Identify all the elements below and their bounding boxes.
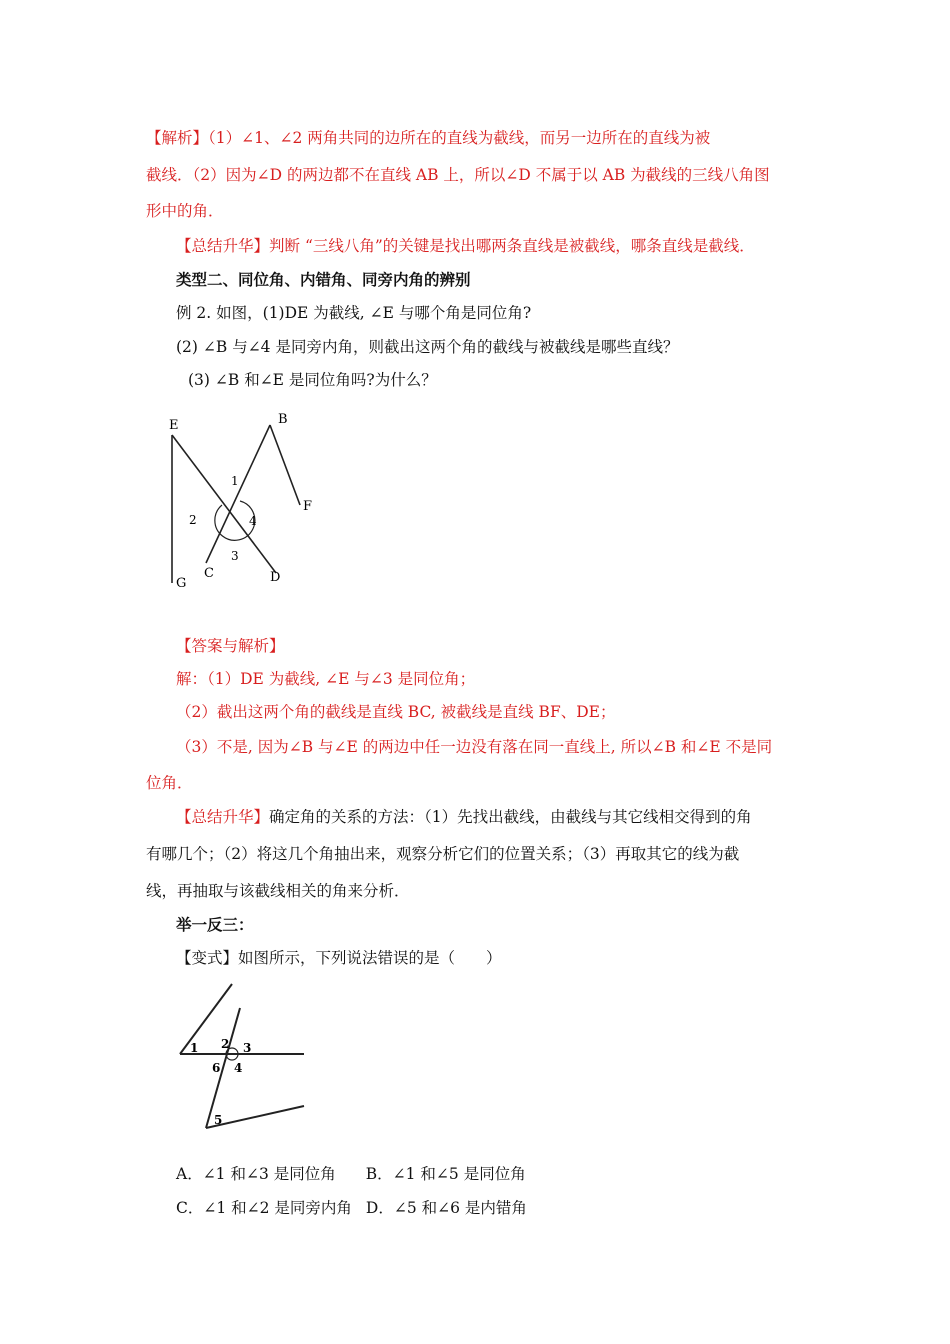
label-B: B	[278, 412, 288, 427]
summary-1	[176, 236, 856, 256]
answer-tag: 【答案与解析】	[176, 637, 285, 655]
practice-heading: 举一反三：	[176, 916, 254, 934]
summary-2-line-1	[176, 807, 856, 827]
summary-2-tag: 【总结升华】	[176, 808, 270, 826]
option-a[interactable]: A．∠1 和∠3 是同位角	[176, 1165, 336, 1183]
option-b[interactable]: B．∠1 和∠5 是同位角	[365, 1165, 526, 1183]
summary-2-line-2: 有哪几个；（2）将这几个角抽出来，观察分析它们的位置关系；（3）再取其它的线为截	[146, 845, 740, 863]
line-BF	[270, 425, 300, 505]
label-angle-4: 4	[234, 1061, 243, 1075]
options-row-1	[176, 1164, 856, 1184]
label-angle-2: 2	[221, 1037, 230, 1051]
label-angle-5: 5	[214, 1113, 223, 1127]
analysis-line-2: 截线．（2）因为∠D 的两边都不在直线 AB 上，所以∠D 不属于以 AB 为截线的三线八角图	[146, 166, 770, 184]
summary-1-text: 判断 “三线八角”的关键是找出哪两条直线是被截线，哪条直线是截线．	[269, 237, 755, 255]
variant-text: 如图所示，下列说法错误的是（ ）	[238, 949, 502, 967]
answer-line-4: 位角．	[146, 774, 193, 792]
analysis-line-1	[146, 128, 826, 148]
label-angle-3: 3	[243, 1041, 252, 1055]
summary-1-tag: 【总结升华】	[176, 237, 270, 255]
answer-line-2: （2）截出这两个角的截线是直线 BC, 被截线是直线 BF、DE；	[176, 703, 616, 721]
variant-question	[176, 948, 856, 968]
label-angle-2: 2	[189, 513, 197, 527]
answer-line-1: 解：（1）DE 为截线, ∠E 与∠3 是同位角；	[176, 670, 476, 688]
label-angle-4: 4	[249, 514, 257, 528]
summary-2-line-3: 线，再抽取与该截线相关的角来分析．	[146, 882, 410, 900]
analysis-text-1: （1）∠1、∠2 两角共同的边所在的直线为截线，而另一边所在的直线为被	[208, 129, 711, 147]
label-G: G	[176, 576, 187, 591]
label-F: F	[303, 499, 313, 514]
option-c[interactable]: C．∠1 和∠2 是同旁内角	[176, 1199, 352, 1217]
example2-q3: (3) ∠B 和∠E 是同位角吗?为什么？	[188, 371, 437, 389]
type2-heading: 类型二、同位角、内错角、同旁内角的辨别	[176, 271, 471, 289]
variant-tag: 【变式】	[176, 949, 239, 967]
option-d[interactable]: D．∠5 和∠6 是内错角	[365, 1199, 527, 1217]
options-row-2	[176, 1198, 856, 1218]
label-angle-3: 3	[231, 549, 239, 563]
figure-2-diagram	[172, 978, 312, 1138]
figure-1-diagram	[160, 405, 320, 595]
label-angle-1: 1	[231, 474, 239, 488]
analysis-line-3: 形中的角．	[146, 202, 224, 220]
example2-q2: (2) ∠B 与∠4 是同旁内角，则截出这两个角的截线与被截线是哪些直线？	[176, 338, 679, 356]
label-angle-1: 1	[190, 1041, 199, 1055]
label-C: C	[204, 566, 214, 581]
label-E: E	[169, 418, 179, 433]
analysis-tag: 【解析】	[146, 129, 209, 147]
label-angle-6: 6	[212, 1061, 221, 1075]
answer-line-3: （3）不是, 因为∠B 与∠E 的两边中任一边没有落在同一直线上, 所以∠B 和∠E 不是同	[176, 738, 773, 756]
label-D: D	[270, 570, 281, 585]
summary-2-text-1: 确定角的关系的方法：（1）先找出截线，由截线与其它线相交得到的角	[269, 808, 752, 826]
line-ED	[172, 435, 276, 573]
example2-q1: 例 2. 如图，(1)DE 为截线, ∠E 与哪个角是同位角?	[176, 304, 532, 322]
